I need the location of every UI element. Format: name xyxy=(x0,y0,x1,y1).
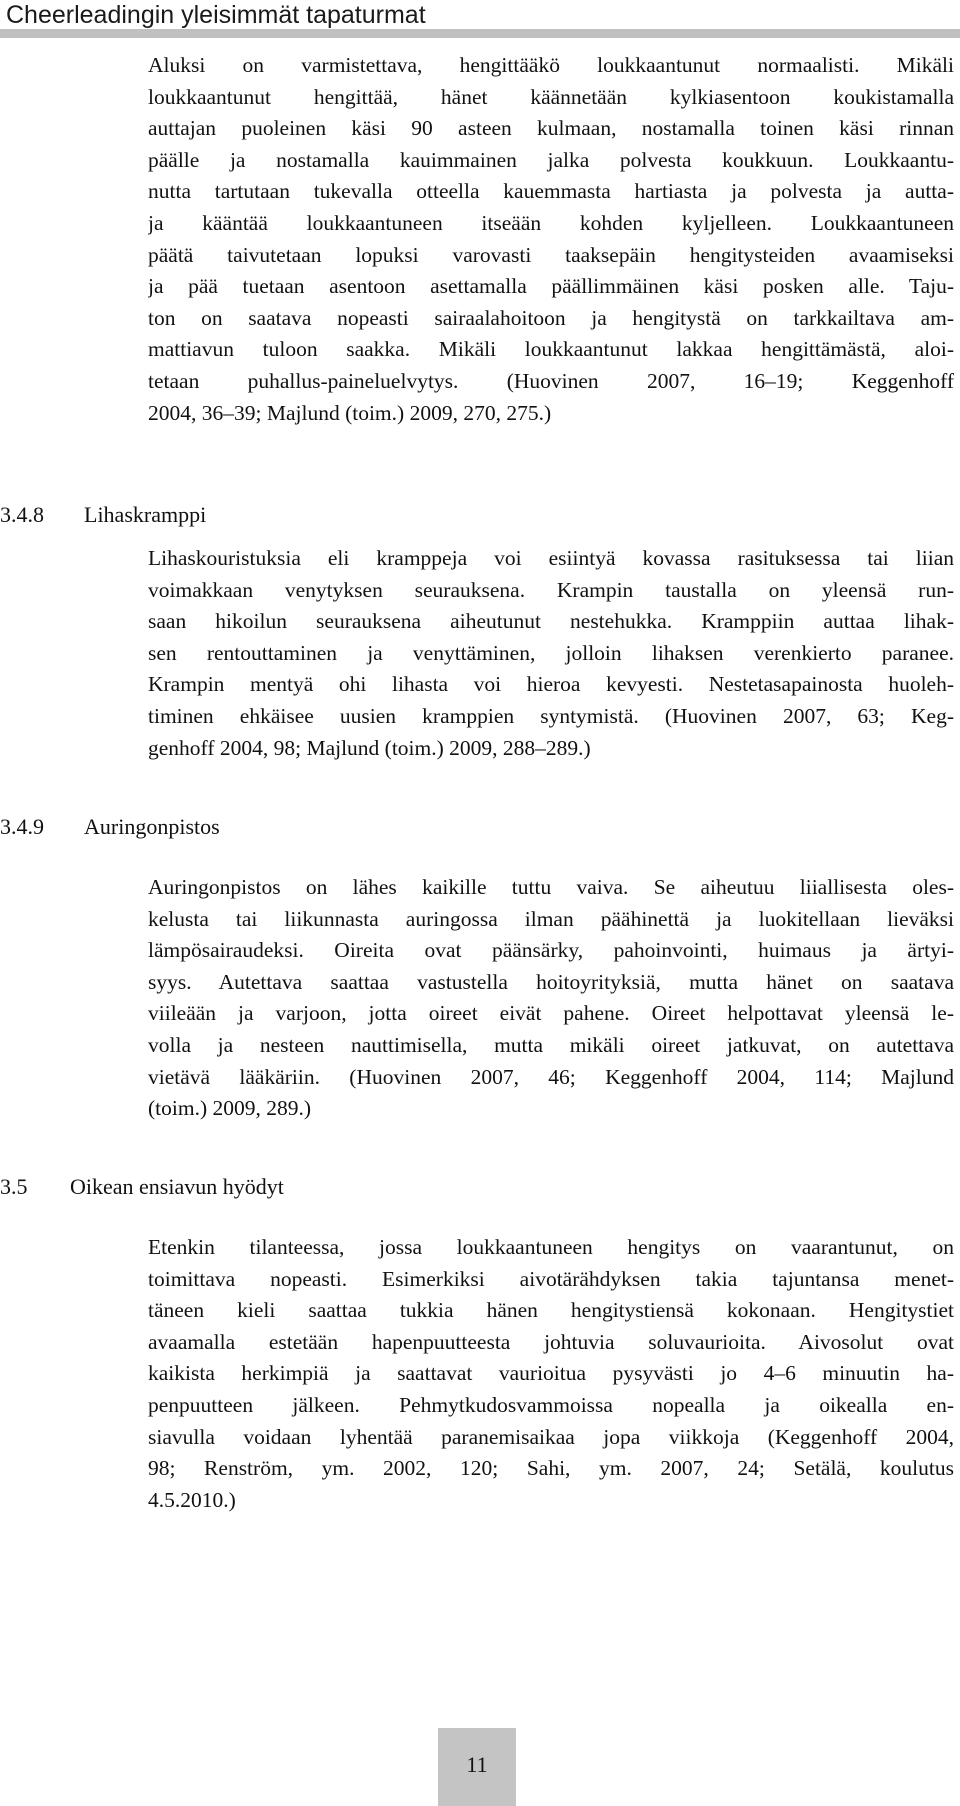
page-number: 11 xyxy=(466,1752,488,1777)
paragraph-line: toimittava nopeasti. Esimerkiksi aivotärähdyksen takia tajuntansa menet- xyxy=(148,1266,954,1291)
paragraph-line: lämpösairaudeksi. Oireita ovat päänsärky, pahoinvointi, huimaus ja ärtyi- xyxy=(148,938,954,963)
paragraph-line: voimakkaan venytyksen seurauksena. Krampin taustalla on yleensä run- xyxy=(148,577,954,602)
paragraph-line: genhoff 2004, 98; Majlund (toim.) 2009, 288–289.) xyxy=(148,735,591,760)
section-title: Auringonpistos xyxy=(84,814,220,839)
paragraph-line: kelusta tai liikunnasta auringossa ilman päähinettä ja luokitellaan lieväksi xyxy=(148,906,954,931)
paragraph-line: (toim.) 2009, 289.) xyxy=(148,1096,312,1121)
paragraph-line: sen rentouttaminen ja venyttäminen, jolloin lihaksen verenkierto paranee. xyxy=(148,640,954,665)
paragraph-line: loukkaantunut hengittää, hänet käännetään kylkiasentoon koukistamalla xyxy=(148,84,954,109)
paragraph-line: täneen kieli saattaa tukkia hänen hengitystiensä kokonaan. Hengitystiet xyxy=(148,1298,954,1323)
section-paragraph-3-4-9 xyxy=(148,872,954,1125)
paragraph-line: ja pää tuetaan asentoon asettamalla päällimmäinen käsi posken alle. Taju- xyxy=(148,274,954,299)
paragraph-line: mattiavun tuloon saakka. Mikäli loukkaantunut lakkaa hengittämästä, aloi- xyxy=(148,337,954,362)
paragraph-line: vietävä lääkäriin. (Huovinen 2007, 46; Keggenhoff 2004, 114; Majlund xyxy=(148,1064,954,1089)
paragraph-line: viileään ja varjoon, jotta oireet eivät pahene. Oireet helpottavat yleensä le- xyxy=(148,1001,954,1026)
paragraph-line: Auringonpistos on lähes kaikille tuttu vaiva. Se aiheutuu liiallisesta oles- xyxy=(148,875,954,899)
paragraph-line: Aluksi on varmistettava, hengittääkö loukkaantunut normaalisti. Mikäli xyxy=(148,53,954,77)
paragraph-line: ton on saatava nopeasti sairaalahoitoon ja hengitystä on tarkkailtava am- xyxy=(148,305,954,330)
paragraph-line: saan hikoilun seurauksena aiheutunut nestehukka. Kramppiin auttaa lihak- xyxy=(148,609,954,634)
paragraph-line: timinen ehkäisee uusien kramppien syntymistä. (Huovinen 2007, 63; Keg- xyxy=(148,703,954,728)
intro-paragraph xyxy=(148,50,954,429)
section-number: 3.4.8 xyxy=(0,502,44,527)
section-title: Oikean ensiavun hyödyt xyxy=(70,1174,284,1199)
paragraph-line: 2004, 36–39; Majlund (toim.) 2009, 270, 275.) xyxy=(148,400,552,425)
paragraph-line: 4.5.2010.) xyxy=(148,1487,236,1512)
page-number-box xyxy=(438,1728,516,1806)
paragraph-line: nutta tartutaan tukevalla otteella kauemmasta hartiasta ja polvesta ja autta- xyxy=(148,179,954,204)
paragraph-line: 98; Renström, ym. 2002, 120; Sahi, ym. 2007, 24; Setälä, koulutus xyxy=(148,1456,954,1481)
paragraph-line: Lihaskouristuksia eli kramppeja voi esiintyä kovassa rasituksessa tai liian xyxy=(148,546,954,570)
paragraph-line: penpuutteen jälkeen. Pehmytkudosvammoissa nopealla ja oikealla en- xyxy=(148,1392,954,1417)
document-title: Cheerleadingin yleisimmät tapaturmat xyxy=(6,1,426,29)
header-rule xyxy=(0,29,960,38)
section-paragraph-3-4-8 xyxy=(148,543,954,764)
section-number: 3.4.9 xyxy=(0,814,44,839)
running-header xyxy=(0,0,960,44)
paragraph-line: siavulla voidaan lyhentää paranemisaikaa jopa viikkoja (Keggenhoff 2004, xyxy=(148,1424,954,1449)
paragraph-line: päälle ja nostamalla kauimmainen jalka polvesta koukkuun. Loukkaantu- xyxy=(148,147,954,172)
section-title: Lihaskramppi xyxy=(84,502,207,527)
paragraph-line: tetaan puhallus-paineluelvytys. (Huovinen 2007, 16–19; Keggenhoff xyxy=(148,368,954,393)
paragraph-line: päätä taivutetaan lopuksi varovasti taaksepäin hengitysteiden avaamiseksi xyxy=(148,242,954,267)
paragraph-line: volla ja nesteen nauttimisella, mutta mikäli oireet jatkuvat, on autettava xyxy=(148,1032,954,1057)
paragraph-line: syys. Autettava saattaa vastustella hoitoyrityksiä, mutta hänet on saatava xyxy=(148,969,954,994)
paragraph-line: kaikista herkimpiä ja saattavat vaurioitua pysyvästi jo 4–6 minuutin ha- xyxy=(148,1361,954,1386)
section-paragraph-3-5 xyxy=(148,1232,954,1516)
section-number: 3.5 xyxy=(0,1174,28,1199)
paragraph-line: auttajan puoleinen käsi 90 asteen kulmaan, nostamalla toinen käsi rinnan xyxy=(148,116,954,141)
paragraph-line: avaamalla estetään hapenpuutteesta johtuvia soluvaurioita. Aivosolut ovat xyxy=(148,1329,954,1354)
paragraph-line: Krampin mentyä ohi lihasta voi hieroa kevyesti. Nestetasapainosta huoleh- xyxy=(148,672,954,697)
paragraph-line: ja kääntää loukkaantuneen itseään kohden kyljelleen. Loukkaantuneen xyxy=(148,210,954,235)
paragraph-line: Etenkin tilanteessa, jossa loukkaantuneen hengitys on vaarantunut, on xyxy=(148,1235,954,1259)
